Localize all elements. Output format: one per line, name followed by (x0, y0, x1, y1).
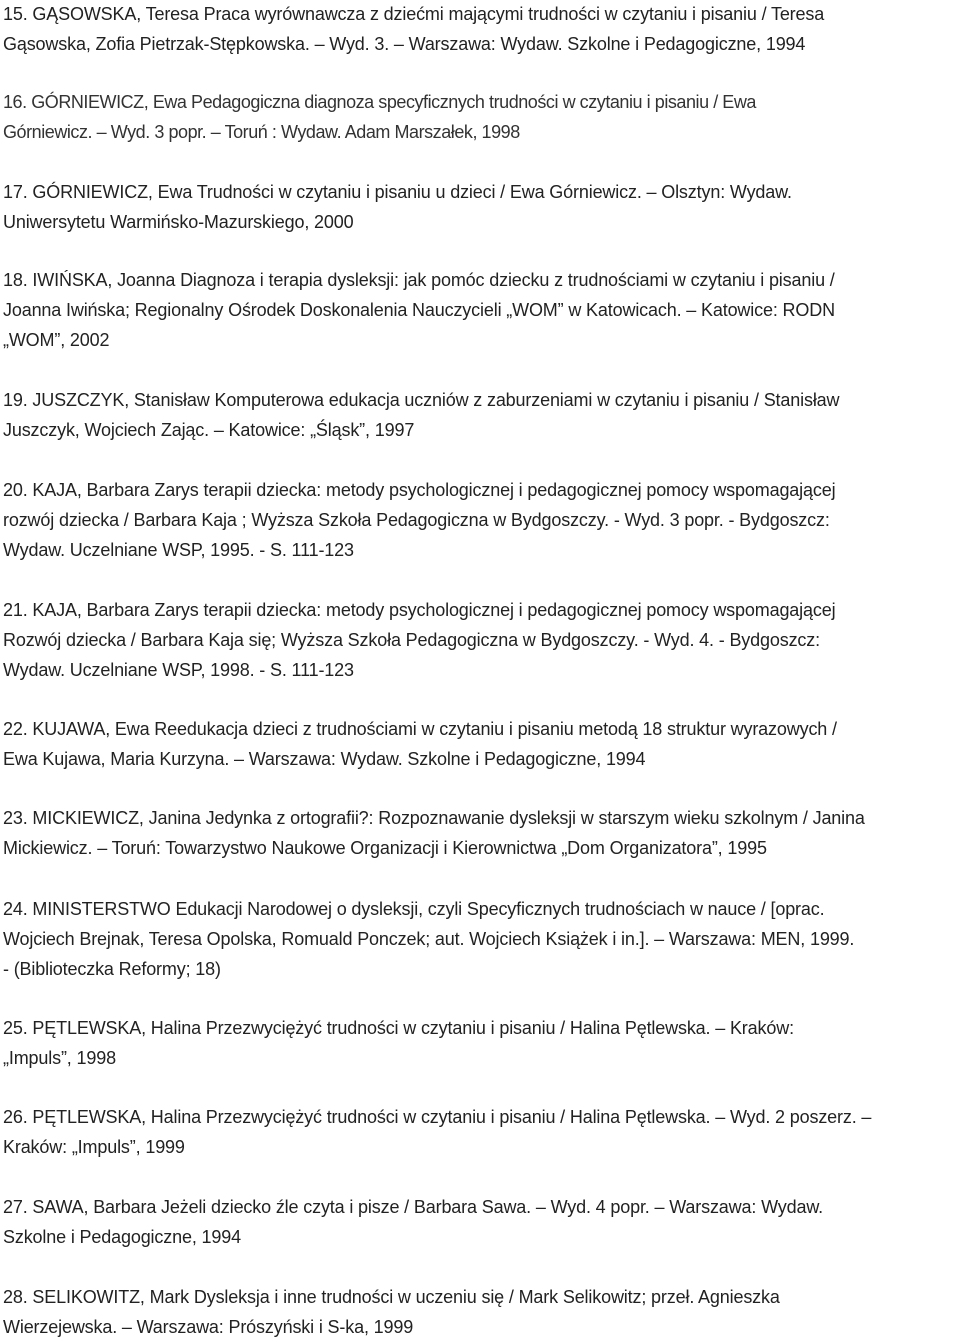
entry-line: Joanna Iwińska; Regionalny Ośrodek Doskonalenia Nauczycieli „WOM” w Katowicach. – Katowice: RODN (3, 300, 835, 320)
entry-line: Mickiewicz. – Toruń: Towarzystwo Naukowe Organizacji i Kierownictwa „Dom Organizatora”, 1995 (3, 838, 767, 858)
entry-line: Ewa Kujawa, Maria Kurzyna. – Warszawa: Wydaw. Szkolne i Pedagogiczne, 1994 (3, 749, 646, 769)
entry-line: Wydaw. Uczelniane WSP, 1995. - S. 111-123 (3, 540, 354, 560)
bibliography-entry-23 (3, 803, 865, 863)
entry-line: 24. MINISTERSTWO Edukacji Narodowej o dysleksji, czyli Specyficznych trudnościach w nauce / [oprac. (3, 899, 825, 919)
bibliography-entry-28 (3, 1282, 780, 1342)
bibliography-entry-21 (3, 595, 835, 685)
entry-line: Kraków: „Impuls”, 1999 (3, 1137, 185, 1157)
entry-line: „Impuls”, 1998 (3, 1048, 116, 1068)
entry-line: 26. PĘTLEWSKA, Halina Przezwyciężyć trudności w czytaniu i pisaniu / Halina Pętlewska. – Wyd. 2 poszerz. – (3, 1107, 872, 1127)
bibliography-entry-20 (3, 475, 835, 565)
entry-line: Wojciech Brejnak, Teresa Opolska, Romuald Ponczek; aut. Wojciech Książek i in.]. – Warszawa: MEN, 1999. (3, 929, 855, 949)
entry-line: Rozwój dziecka / Barbara Kaja się; Wyższa Szkoła Pedagogiczna w Bydgoszczy. - Wyd. 4. - Bydgoszcz: (3, 630, 820, 650)
entry-line: 19. JUSZCZYK, Stanisław Komputerowa edukacja uczniów z zaburzeniami w czytaniu i pisaniu / Stanisław (3, 390, 840, 410)
entry-line: Wierzejewska. – Warszawa: Prószyński i S-ka, 1999 (3, 1317, 414, 1337)
bibliography-entry-24 (3, 894, 854, 984)
entry-line: 25. PĘTLEWSKA, Halina Przezwyciężyć trudności w czytaniu i pisaniu / Halina Pętlewska. – Kraków: (3, 1018, 794, 1038)
entry-line: 16. GÓRNIEWICZ, Ewa Pedagogiczna diagnoza specyficznych trudności w czytaniu i pisaniu / Ewa (3, 92, 756, 112)
entry-line: Uniwersytetu Warmińsko-Mazurskiego, 2000 (3, 212, 354, 232)
bibliography-entry-19 (3, 385, 839, 445)
entry-line: 15. GĄSOWSKA, Teresa Praca wyrównawcza z dziećmi mającymi trudności w czytaniu i pisaniu / Teresa (3, 4, 825, 24)
bibliography-entry-16 (3, 87, 756, 147)
bibliography-entry-15 (3, 0, 824, 59)
entry-line: 27. SAWA, Barbara Jeżeli dziecko źle czyta i pisze / Barbara Sawa. – Wyd. 4 popr. – Warszawa: Wydaw. (3, 1197, 824, 1217)
entry-line: Wydaw. Uczelniane WSP, 1998. - S. 111-123 (3, 660, 354, 680)
entry-line: 22. KUJAWA, Ewa Reedukacja dzieci z trudnościami w czytaniu i pisaniu metodą 18 struktur wyrazowych / (3, 719, 837, 739)
entry-line: „WOM”, 2002 (3, 330, 110, 350)
entry-line: Górniewicz. – Wyd. 3 popr. – Toruń : Wydaw. Adam Marszałek, 1998 (3, 122, 520, 142)
bibliography-entry-18 (3, 265, 835, 355)
entry-line: 20. KAJA, Barbara Zarys terapii dziecka: metody psychologicznej i pedagogicznej pomocy wspomagającej (3, 480, 836, 500)
entry-line: 28. SELIKOWITZ, Mark Dysleksja i inne trudności w uczeniu się / Mark Selikowitz; przeł. Agnieszka (3, 1287, 780, 1307)
entry-line: 23. MICKIEWICZ, Janina Jedynka z ortografii?: Rozpoznawanie dysleksji w starszym wieku szkolnym / Janina (3, 808, 865, 828)
entry-line: Szkolne i Pedagogiczne, 1994 (3, 1227, 241, 1247)
bibliography-entry-26 (3, 1102, 871, 1162)
entry-line: rozwój dziecka / Barbara Kaja ; Wyższa Szkoła Pedagogiczna w Bydgoszczy. - Wyd. 3 popr. - Bydgoszcz: (3, 510, 830, 530)
bibliography-entry-17 (3, 177, 792, 237)
entry-line: Juszczyk, Wojciech Zając. – Katowice: „Śląsk”, 1997 (3, 420, 415, 440)
entry-line: 17. GÓRNIEWICZ, Ewa Trudności w czytaniu i pisaniu u dzieci / Ewa Górniewicz. – Olsztyn: Wydaw. (3, 182, 792, 202)
bibliography-entry-25 (3, 1013, 794, 1073)
entry-line: 21. KAJA, Barbara Zarys terapii dziecka: metody psychologicznej i pedagogicznej pomocy wspomagającej (3, 600, 836, 620)
entry-line: Gąsowska, Zofia Pietrzak-Stępkowska. – Wyd. 3. – Warszawa: Wydaw. Szkolne i Pedagogiczne, 1994 (3, 34, 806, 54)
bibliography-entry-22 (3, 714, 837, 774)
bibliography-entry-27 (3, 1192, 823, 1252)
entry-line: - (Biblioteczka Reformy; 18) (3, 959, 221, 979)
entry-line: 18. IWIŃSKA, Joanna Diagnoza i terapia dysleksji: jak pomóc dziecku z trudnościami w czytaniu i pisaniu / (3, 270, 835, 290)
